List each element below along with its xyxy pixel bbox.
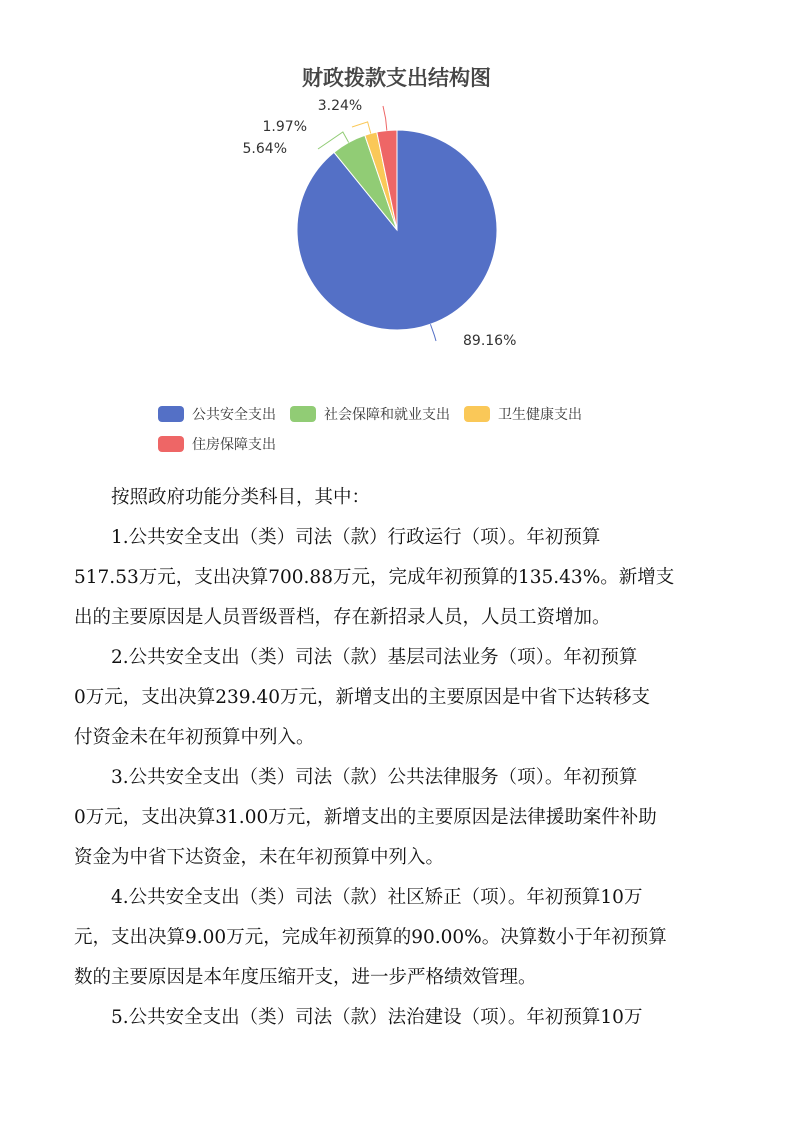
legend-swatch (158, 406, 184, 422)
text-line: 出的主要原因是人员晋级晋档，存在新招录人员，人员工资增加。 (74, 607, 611, 628)
paragraph-item-5 (74, 998, 730, 1038)
text-line: 0万元，支出决算31.00万元，新增支出的主要原因是法律援助案件补助 (74, 807, 657, 828)
text-line: 元，支出决算9.00万元，完成年初预算的90.00%。决算数小于年初预算 (74, 927, 667, 948)
pie-chart (0, 0, 793, 400)
body-text (74, 478, 730, 1038)
legend-label: 卫生健康支出 (498, 407, 582, 423)
paragraph-intro (74, 478, 730, 518)
paragraph-item-2 (74, 638, 730, 758)
paragraph-item-3 (74, 758, 730, 878)
legend-row (158, 402, 678, 426)
text-line: 付资金未在年初预算中列入。 (74, 727, 315, 748)
leader-line-housing (383, 106, 387, 131)
paragraph-item-1 (74, 518, 730, 638)
text-line: 5.公共安全支出（类）司法（款）法治建设（项）。年初预算10万 (111, 1007, 643, 1028)
text-line: 517.53万元，支出决算700.88万元，完成年初预算的135.43%。新增支 (74, 567, 675, 588)
pie-label-social-security: 5.64% (242, 141, 287, 157)
legend-item-public-security[interactable] (158, 404, 276, 424)
text-line: 按照政府功能分类科目，其中： (111, 487, 371, 508)
chart-legend (158, 402, 678, 462)
legend-swatch (290, 406, 316, 422)
legend-item-housing[interactable] (158, 434, 276, 454)
text-line: 3.公共安全支出（类）司法（款）公共法律服务（项）。年初预算 (111, 767, 638, 788)
text-line: 0万元，支出决算239.40万元，新增支出的主要原因是中省下达转移支 (74, 687, 651, 708)
legend-row (158, 432, 678, 456)
paragraph-item-4 (74, 878, 730, 998)
legend-swatch (158, 436, 184, 452)
text-line: 资金为中省下达资金，未在年初预算中列入。 (74, 847, 445, 868)
text-line: 数的主要原因是本年度压缩开支，进一步严格绩效管理。 (74, 967, 537, 988)
pie-label-housing: 3.24% (317, 98, 363, 114)
leader-line-health (352, 122, 371, 134)
text-line: 2.公共安全支出（类）司法（款）基层司法业务（项）。年初预算 (111, 647, 638, 668)
text-line: 1.公共安全支出（类）司法（款）行政运行（项）。年初预算 (111, 527, 601, 548)
legend-label: 住房保障支出 (192, 437, 276, 453)
legend-label: 公共安全支出 (192, 407, 276, 423)
chart-title: 财政拨款支出结构图 (302, 66, 491, 90)
legend-item-social-security[interactable] (290, 404, 450, 424)
text-line: 4.公共安全支出（类）司法（款）社区矫正（项）。年初预算10万 (111, 887, 643, 908)
pie-label-health: 1.97% (262, 119, 307, 135)
legend-swatch (464, 406, 490, 422)
legend-label: 社会保障和就业支出 (324, 407, 450, 423)
legend-item-health[interactable] (464, 404, 582, 424)
pie-label-public-security: 89.16% (463, 333, 517, 349)
leader-line-public-security (430, 324, 436, 341)
